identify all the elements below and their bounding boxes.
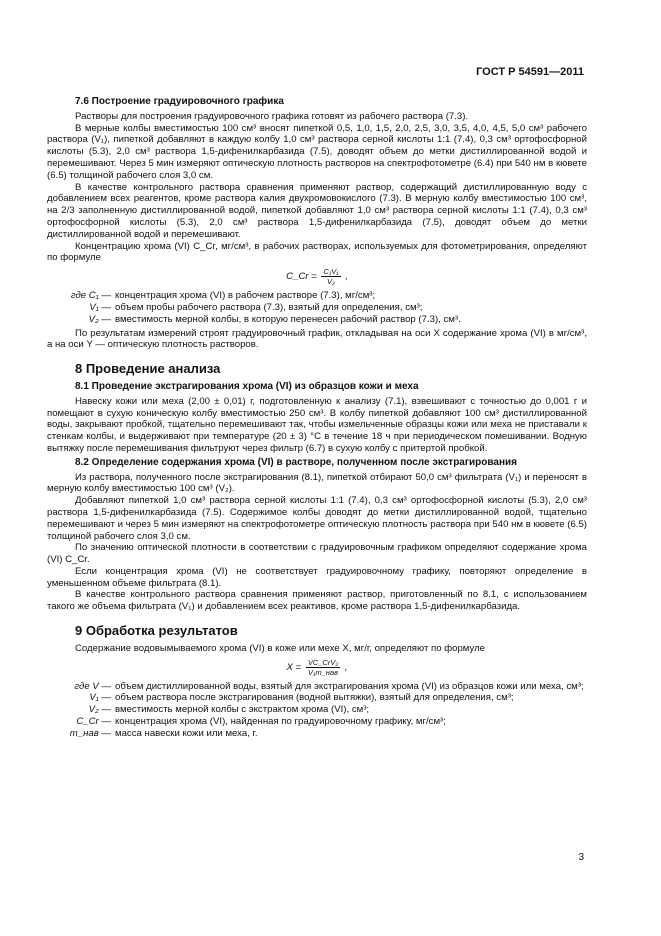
- section-8-title: 8 Проведение анализа: [75, 361, 221, 377]
- paragraph: В мерные колбы вместимостью 100 см³ вносят пипеткой 0,5, 1,0, 1,5, 2,0, 2,5, 3,0, 3,5, 4,0, 4,5, 5,0 см³ рабочего раствора (V₁), пипеткой добавляют в каждую колбу 1,0 см³ раствора серной кислоты 1:1 (7.4), 0,3 см³ ортофосфорной кислоты (5.3), 2,0 см³ раствора 1,5-дифенилкарбазида (7.5), доводят объем до метки дистиллированной водой и перемешивают. Через 5 мин измеряют оптическую плотность растворов на спектрофотометре (6.4) при 540 нм в кювете (6.5) толщиной рабочего слоя 3,0 см.: [47, 122, 587, 181]
- paragraph: Добавляют пипеткой 1,0 см³ раствора серной кислоты 1:1 (7.4), 0,3 см³ ортофосфорной кислоты (5.3), 2,0 см³ раствора 1,5-дифенилкарбазида (7.5). Содержимое колбы доводят до метки дистиллированной водой, тщательно перемешивают и через 5 мин измеряют на спектрофотометре оптическую плотность раствора при 540 нм в кювете (6.5) толщиной рабочего слоя 3,0 см.: [47, 495, 587, 542]
- formula-fraction: [306, 658, 340, 677]
- where-symbol: V₁ —: [89, 301, 111, 313]
- formula-fraction: [321, 267, 340, 286]
- paragraph: По значению оптической плотности в соответствии с градуировочным графиком определяют содержание хрома (VI) C_Cr.: [47, 542, 587, 566]
- where-description: вместимость мерной колбы с экстрактом хрома (VI), см³;: [115, 704, 370, 716]
- paragraph: Если концентрация хрома (VI) не соответствует градуировочному графику, повторяют определение в уменьшенном объеме фильтрата (8.1).: [47, 565, 587, 589]
- paragraph: Растворы для построения градуировочного графика готовят из рабочего раствора (7.3).: [75, 110, 469, 122]
- paragraph: Содержание водовымываемого хрома (VI) в коже или мехе X, мг/г, определяют по формуле: [75, 642, 486, 654]
- where-symbol: где V —: [74, 680, 111, 692]
- where-list-2: [47, 681, 587, 740]
- paragraph: Навеску кожи или меха (2,00 ± 0,01) г, подготовленную к анализу (7.1), взвешивают с точностью до 0,001 г и помещают в сухую коническую колбу вместимостью 250 см³. В колбу пипеткой добавляют 100 см³ дистиллированной воды, закрывают пробкой, тщательно перемешивают так, чтобы измельченные образцы кожи или меха не приставали к стенкам колбы, и выдерживают при температуре (20 ± 3) °С в течение 18 ч при периодическом помешивании. Водную вытяжку после перемешивания фильтруют через фильтр (6.7) в сухую колбу с притертой пробкой.: [47, 395, 587, 454]
- formula-numerator: VC_CrV₂: [307, 657, 339, 667]
- formula-tail: ,: [345, 271, 348, 283]
- where-list-1: [47, 290, 587, 325]
- where-description: концентрация хрома (VI) в рабочем растворе (7.3), мг/см³;: [115, 290, 376, 302]
- where-description: объем раствора после экстрагирования (водной вытяжки), взятый для определения, см³;: [115, 692, 514, 704]
- where-symbol: где C₁ —: [70, 290, 111, 302]
- formula-denominator: V₂: [327, 277, 335, 287]
- where-description: объем дистиллированной воды, взятый для экстрагирования хрома (VI) из образцов кожи или меха, см³;: [115, 680, 584, 692]
- paragraph: Концентрацию хрома (VI) C_Cr, мг/см³, в рабочих растворах, используемых для фотометрирования, определяют по формуле: [47, 240, 587, 264]
- where-symbol: m_нав —: [69, 727, 111, 739]
- document-body: [47, 94, 587, 742]
- paragraph: В качестве контрольного раствора сравнения применяют раствор, приготовленный по 8.1, с использованием такого же объема фильтрата (V₁) и добавлением всех реактивов, кроме раствора 1,5-дифенилкарбазида.: [47, 589, 587, 613]
- paragraph: Из раствора, полученного после экстрагирования (8.1), пипеткой отбирают 50,0 см³ фильтрата (V₁) и переносят в мерную колбу вместимостью 100 см³ (V₂).: [47, 471, 587, 495]
- formula-c-cr: [47, 267, 587, 286]
- formula-x: [47, 658, 587, 677]
- section-7-6-title: 7.6 Построение градуировочного графика: [75, 96, 284, 107]
- page-number: 3: [578, 852, 584, 863]
- where-symbol: V₂ —: [88, 313, 111, 325]
- formula-numerator: C₁V₁: [323, 267, 339, 277]
- section-8-2-title: 8.2 Определение содержания хрома (VI) в растворе, полученном после экстрагирования: [75, 456, 518, 468]
- formula-lhs: X =: [286, 661, 302, 673]
- formula-lhs: C_Cr =: [286, 271, 317, 283]
- where-symbol: V₁ —: [89, 692, 111, 704]
- where-description: объем пробы рабочего раствора (7.3), взятый для определения, см³;: [115, 301, 423, 313]
- section-9-title: 9 Обработка результатов: [75, 623, 238, 639]
- where-description: масса навески кожи или меха, г.: [115, 727, 258, 739]
- where-symbol: V₂ —: [88, 704, 111, 716]
- where-description: вместимость мерной колбы, в которую перенесен рабочий раствор (7.3), см³.: [115, 313, 461, 325]
- section-8-1-title: 8.1 Проведение экстрагирования хрома (VI) из образцов кожи и меха: [75, 380, 419, 392]
- formula-denominator: V₁m_нав: [308, 667, 338, 677]
- where-description: концентрация хрома (VI), найденная по градуировочному графику, мг/см³;: [115, 716, 446, 728]
- paragraph: По результатам измерений строят градуировочный график, откладывая на оси X содержание хрома (VI) в мг/см³, а на оси Y — оптическую плотность растворов.: [47, 327, 587, 351]
- document-header: ГОСТ Р 54591—2011: [476, 66, 584, 78]
- paragraph: В качестве контрольного раствора сравнения применяют раствор, содержащий дистиллированную воду с добавлением всех реагентов, кроме раствора калия двухромовокислого (7.3). В мерную колбу вместимостью 100 см³, на 2/3 заполненную дистиллированной водой, пипеткой добавляют 1,0 см³ раствора серной кислоты 1:1 (7.4), 0,3 см³ ортофосфорной кислоты (5.3), 2,0 см³ раствора 1,5-дифенилкарбазида (7.5), доводят объем до метки дистиллированной водой и перемешивают.: [47, 181, 587, 240]
- formula-tail: ,: [344, 661, 348, 673]
- where-symbol: C_Cr —: [76, 716, 111, 728]
